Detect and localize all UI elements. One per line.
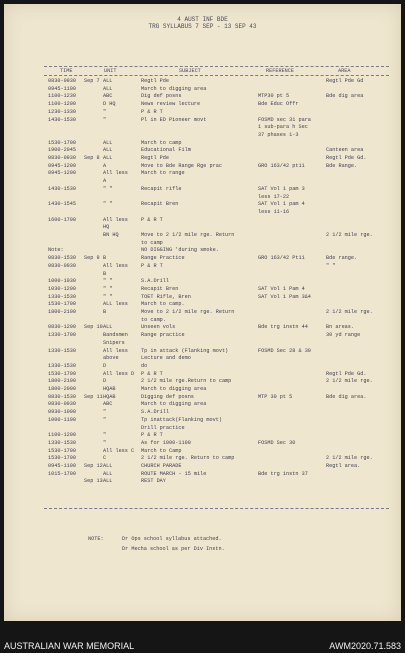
cell-time: 0945-1100: [48, 85, 77, 92]
document-title: 4 AUST INF BDE: [177, 16, 228, 23]
cell-area: 2 1/2 mile rge.: [326, 309, 373, 315]
cell-subject: 2 1/2 mile rge.Return to camp: [141, 378, 232, 385]
cell-time: 0830-0930: [48, 401, 77, 408]
cell-unit: All less D: [103, 370, 135, 377]
cell-subject: Tp inattack(Flanking movt): [141, 416, 222, 423]
cell-subject: Range Practice: [141, 255, 185, 262]
table-row: [4, 324, 401, 331]
table-row: [4, 271, 401, 278]
cell-area: Regtl area.: [326, 463, 361, 469]
cell-unit: ": [103, 439, 107, 446]
table-row: [4, 178, 401, 185]
cell-subject: Range practice: [141, 332, 185, 339]
table-row: [4, 240, 401, 247]
cell-unit: A: [103, 178, 107, 185]
cell-unit: HQAB: [103, 393, 116, 400]
cell-ref: FOSMD sec 31 para: [258, 116, 311, 123]
cell-unit: ALL: [103, 324, 113, 331]
table-row: [4, 348, 401, 355]
cell-unit: B: [103, 270, 107, 277]
cell-time: Note:: [48, 247, 64, 254]
table-row: [4, 78, 401, 85]
cell-unit: Bandsmen: [103, 332, 128, 339]
cell-unit: " ": [103, 278, 113, 285]
cell-time: 1000-1100: [48, 416, 77, 423]
cell-ref: GRO 163/42 pt11: [258, 162, 305, 169]
table-row: [4, 440, 401, 447]
table-row: [4, 194, 401, 201]
cell-time: 1530-1700: [48, 301, 77, 308]
cell-unit: HQ: [103, 224, 110, 231]
table-row: [4, 332, 401, 339]
cell-subject: TOET Rifle, Bren: [141, 293, 191, 300]
table-row: [4, 147, 401, 154]
cell-time: 1800-2000: [48, 386, 77, 392]
cell-time: 1530-1700: [48, 447, 77, 454]
cell-ref: Bde trg instn 44: [258, 324, 308, 331]
cell-area: Bde dig area: [326, 93, 364, 100]
table-row: [4, 86, 401, 93]
table-row: [4, 217, 401, 224]
cell-unit: " ": [103, 293, 113, 300]
cell-subject: do: [141, 362, 148, 369]
header-top-rule: [44, 66, 389, 67]
table-row: [4, 471, 401, 478]
cell-time: 0830-1530: [48, 255, 77, 262]
cell-subject: Regtl Pde: [141, 78, 170, 84]
cell-date: Sep 10: [84, 324, 103, 331]
cell-unit: C: [103, 455, 107, 462]
cell-unit: A: [103, 162, 107, 169]
column-header-area: AREA: [338, 68, 351, 74]
cell-time: 1330-1530: [48, 439, 77, 446]
cell-subject: Move to 2 1/2 mile rge. Return: [141, 309, 235, 315]
cell-subject: P & R T: [141, 262, 163, 269]
cell-time: 0830-1530: [48, 393, 77, 400]
archive-source: AUSTRALIAN WAR MEMORIAL: [4, 641, 135, 651]
table-row: [4, 132, 401, 139]
table-row: [4, 224, 401, 231]
table-end-rule: [44, 508, 389, 509]
table-row: [4, 425, 401, 432]
cell-time: 1100-1200: [48, 432, 77, 439]
cell-unit: All less: [103, 216, 128, 223]
cell-unit: ALL: [103, 470, 113, 477]
cell-subject: Regtl Pde: [141, 155, 170, 161]
archive-catalog-number: AWM2020.71.583: [329, 641, 401, 651]
cell-subject: Drill practice: [141, 424, 185, 431]
cell-subject: P & R T: [141, 370, 163, 377]
table-row: [4, 155, 401, 162]
cell-time: 1430-1530: [48, 185, 77, 192]
cell-area: 2 1/2 mile rge.: [326, 232, 373, 238]
cell-subject: Digging def posns: [141, 393, 194, 400]
table-row: [4, 140, 401, 147]
table-row: [4, 101, 401, 108]
cell-subject: Unseen vols: [141, 324, 176, 331]
cell-unit: HQAB: [103, 386, 116, 392]
cell-time: 0830-1200: [48, 324, 77, 331]
cell-time: 1030-1200: [48, 285, 77, 292]
cell-unit: ALL: [103, 147, 113, 154]
cell-area: Regtl Pde Gd.: [326, 370, 367, 377]
cell-area: 2 1/2 mile rge.: [326, 378, 373, 385]
cell-time: 1100-1200: [48, 101, 77, 108]
table-row: [4, 363, 401, 370]
cell-time: 1330-1530: [48, 293, 77, 300]
cell-unit: ALL: [103, 139, 113, 146]
table-row: [4, 209, 401, 216]
cell-subject: P & R T: [141, 108, 163, 115]
cell-area: Regtl Pde Gd: [326, 78, 364, 84]
cell-subject: Dig def posns: [141, 93, 182, 100]
cell-ref: 1 sub-para h Sec: [258, 124, 308, 131]
cell-subject: March to digging area: [141, 85, 207, 92]
column-header-time: TIME: [60, 68, 73, 74]
cell-unit: ALL: [103, 85, 113, 92]
cell-unit: ALL: [103, 463, 113, 469]
cell-time: 1230-1330: [48, 108, 77, 115]
table-row: [4, 124, 401, 131]
table-row: [4, 201, 401, 208]
cell-unit: ": [103, 409, 107, 416]
cell-time: 1800-2100: [48, 378, 77, 385]
cell-unit: ALL: [103, 78, 113, 84]
table-row: [4, 163, 401, 170]
table-row: [4, 309, 401, 316]
cell-subject: March to digging area: [141, 386, 207, 392]
cell-subject: ROUTE MARCH - 15 mile: [141, 470, 207, 477]
cell-unit: ": [103, 116, 107, 123]
cell-date: Sep 13: [84, 478, 103, 485]
notes-label: NOTE:: [88, 536, 104, 542]
cell-area: Bde range.: [326, 255, 358, 262]
table-row: [4, 478, 401, 485]
header-bottom-rule: [44, 75, 389, 76]
cell-time: 0930-1000: [48, 409, 77, 416]
cell-unit: ALL less: [103, 301, 128, 308]
cell-ref: MTP 30 pt 5: [258, 393, 293, 400]
table-row: [4, 371, 401, 378]
cell-date: Sep 12: [84, 463, 103, 469]
cell-unit: D: [103, 378, 107, 385]
table-row: [4, 401, 401, 408]
table-row: [4, 170, 401, 177]
cell-subject: NO DIGGING 'during smoke.: [141, 247, 219, 254]
cell-unit: BN HQ: [103, 232, 119, 238]
note-line-1: Dr Ops school syllabus attached.: [122, 536, 222, 542]
note-line-2: Dr Mecha school as per Div Instn.: [122, 546, 225, 552]
column-header-unit: UNIT: [104, 68, 117, 74]
cell-time: 1330-1530: [48, 347, 77, 354]
cell-area: 2 1/2 mile rge.: [326, 455, 373, 462]
cell-time: 1430-1530: [48, 116, 77, 123]
cell-subject: Recapit rifle: [141, 185, 182, 192]
cell-time: 1100-1230: [48, 93, 77, 100]
cell-time: 0945-1200: [48, 162, 77, 169]
cell-time: 1530-1700: [48, 370, 77, 377]
cell-subject: Lecture and demo: [141, 355, 191, 362]
cell-subject: 2 1/2 mile rge. Return to camp: [141, 455, 235, 462]
cell-area: Bde dig area.: [326, 393, 367, 400]
table-row: [4, 301, 401, 308]
table-row: [4, 186, 401, 193]
cell-subject: P & R T: [141, 216, 163, 223]
cell-unit: All less C: [103, 447, 135, 454]
cell-subject: News review lecture: [141, 101, 201, 108]
table-row: [4, 355, 401, 362]
cell-time: 0945-1100: [48, 463, 77, 469]
cell-time: 1800-2100: [48, 309, 77, 315]
table-row: [4, 294, 401, 301]
cell-subject: P & R T: [141, 432, 163, 439]
table-row: [4, 455, 401, 462]
cell-subject: Tp in attack (Flanking movt): [141, 347, 229, 354]
cell-subject: Pl in ED Pioneer movt: [141, 116, 207, 123]
cell-ref: Bde trg instn 37: [258, 470, 308, 477]
cell-unit: " ": [103, 201, 113, 208]
cell-area: Canteen area: [326, 147, 364, 154]
cell-unit: Snipers: [103, 339, 125, 346]
table-row: [4, 448, 401, 455]
cell-subject: Move to 2 1/2 mile rge. Return: [141, 232, 235, 238]
cell-area: 30 yd range: [326, 332, 361, 339]
cell-ref: less 11-16: [258, 208, 290, 215]
cell-date: Sep 9: [84, 255, 100, 262]
table-row: [4, 93, 401, 100]
cell-subject: Recapit Bren: [141, 285, 179, 292]
table-row: [4, 432, 401, 439]
cell-unit: All less: [103, 170, 128, 177]
table-row: [4, 317, 401, 324]
cell-subject: March to camp: [141, 139, 182, 146]
cell-area: " ": [326, 262, 336, 269]
cell-unit: All less: [103, 347, 128, 354]
cell-unit: ABC: [103, 401, 113, 408]
cell-subject: to camp.: [141, 316, 166, 323]
archive-footer: [0, 621, 405, 653]
cell-area: Regtl Pde Gd.: [326, 155, 367, 161]
cell-ref: Bde Educ Offr: [258, 101, 299, 108]
cell-date: Sep 8: [84, 155, 100, 161]
table-row: [4, 247, 401, 254]
cell-time: 1330-1530: [48, 362, 77, 369]
document-subtitle: TRG SYLLABUS 7 SEP - 13 SEP 43: [148, 23, 257, 30]
column-header-subject: SUBJECT: [179, 68, 201, 74]
cell-subject: Educational Film: [141, 147, 191, 154]
cell-ref: GRO 163/42 Pt11: [258, 255, 305, 262]
cell-time: 1600-1700: [48, 216, 77, 223]
cell-unit: All less: [103, 262, 128, 269]
table-row: [4, 409, 401, 416]
table-row: [4, 263, 401, 270]
cell-ref: less 17-22: [258, 193, 290, 200]
cell-time: 1900-2045: [48, 147, 77, 154]
table-row: [4, 286, 401, 293]
cell-time: 0830-0930: [48, 262, 77, 269]
table-row: [4, 386, 401, 393]
cell-unit: above: [103, 355, 119, 362]
table-row: [4, 463, 401, 470]
cell-subject: S.A.Drill: [141, 409, 170, 416]
cell-unit: ABC: [103, 93, 113, 100]
cell-subject: S.A.Drill: [141, 278, 170, 285]
cell-unit: ": [103, 432, 107, 439]
cell-unit: ALL: [103, 478, 113, 485]
cell-date: Sep 7: [84, 78, 100, 84]
cell-subject: As for 1000-1100: [141, 439, 191, 446]
cell-time: 1015-1700: [48, 470, 77, 477]
table-row: [4, 255, 401, 262]
cell-subject: to camp: [141, 239, 163, 246]
cell-unit: " ": [103, 285, 113, 292]
cell-area: Bde Range.: [326, 162, 358, 169]
document-page: [4, 4, 401, 621]
cell-unit: " ": [103, 185, 113, 192]
cell-area: Bn areas.: [326, 324, 355, 331]
table-row: [4, 109, 401, 116]
table-row: [4, 232, 401, 239]
cell-unit: ": [103, 108, 107, 115]
table-row: [4, 417, 401, 424]
table-row: [4, 278, 401, 285]
cell-subject: March to range: [141, 170, 185, 177]
cell-unit: ": [103, 416, 107, 423]
cell-ref: SAT Vol 1 pam 3: [258, 185, 305, 192]
cell-subject: CHURCH PARADE: [141, 463, 182, 469]
cell-subject: REST DAY: [141, 478, 166, 485]
cell-time: 1330-1700: [48, 332, 77, 339]
cell-unit: ALL: [103, 155, 113, 161]
cell-unit: B: [103, 309, 107, 315]
table-row: [4, 340, 401, 347]
cell-subject: March to camp.: [141, 301, 185, 308]
table-row: [4, 117, 401, 124]
cell-subject: Recapit Bren: [141, 201, 179, 208]
cell-date: Sep 11: [84, 393, 103, 400]
cell-time: 1530-1700: [48, 455, 77, 462]
cell-ref: MTP30 pt 5: [258, 93, 290, 100]
cell-unit: D: [103, 362, 107, 369]
table-row: [4, 394, 401, 401]
cell-ref: SAT Vol 1 pam 4: [258, 201, 305, 208]
cell-subject: Move to Bde Range Rge prac: [141, 162, 222, 169]
cell-subject: March to digging area: [141, 401, 207, 408]
cell-time: 0945-1200: [48, 170, 77, 177]
cell-ref: FOSMD Sec 28 & 30: [258, 347, 311, 354]
cell-time: 1000-1030: [48, 278, 77, 285]
cell-ref: SAT Vol 1 Pam 4: [258, 285, 305, 292]
cell-ref: FOSMD Sec 30: [258, 439, 296, 446]
cell-subject: March to Camp: [141, 447, 182, 454]
cell-ref: 37 phases 1-3: [258, 131, 299, 138]
table-row: [4, 378, 401, 385]
cell-time: 1430-1545: [48, 201, 77, 208]
cell-time: 0830-0930: [48, 78, 77, 84]
column-header-reference: REFERENCE: [266, 68, 295, 74]
cell-ref: SAT Vol 1 Pam 3&4: [258, 293, 311, 300]
cell-time: 0830-0930: [48, 155, 77, 161]
cell-unit: B: [103, 255, 107, 262]
cell-unit: D HQ: [103, 101, 116, 108]
cell-time: 1530-1700: [48, 139, 77, 146]
